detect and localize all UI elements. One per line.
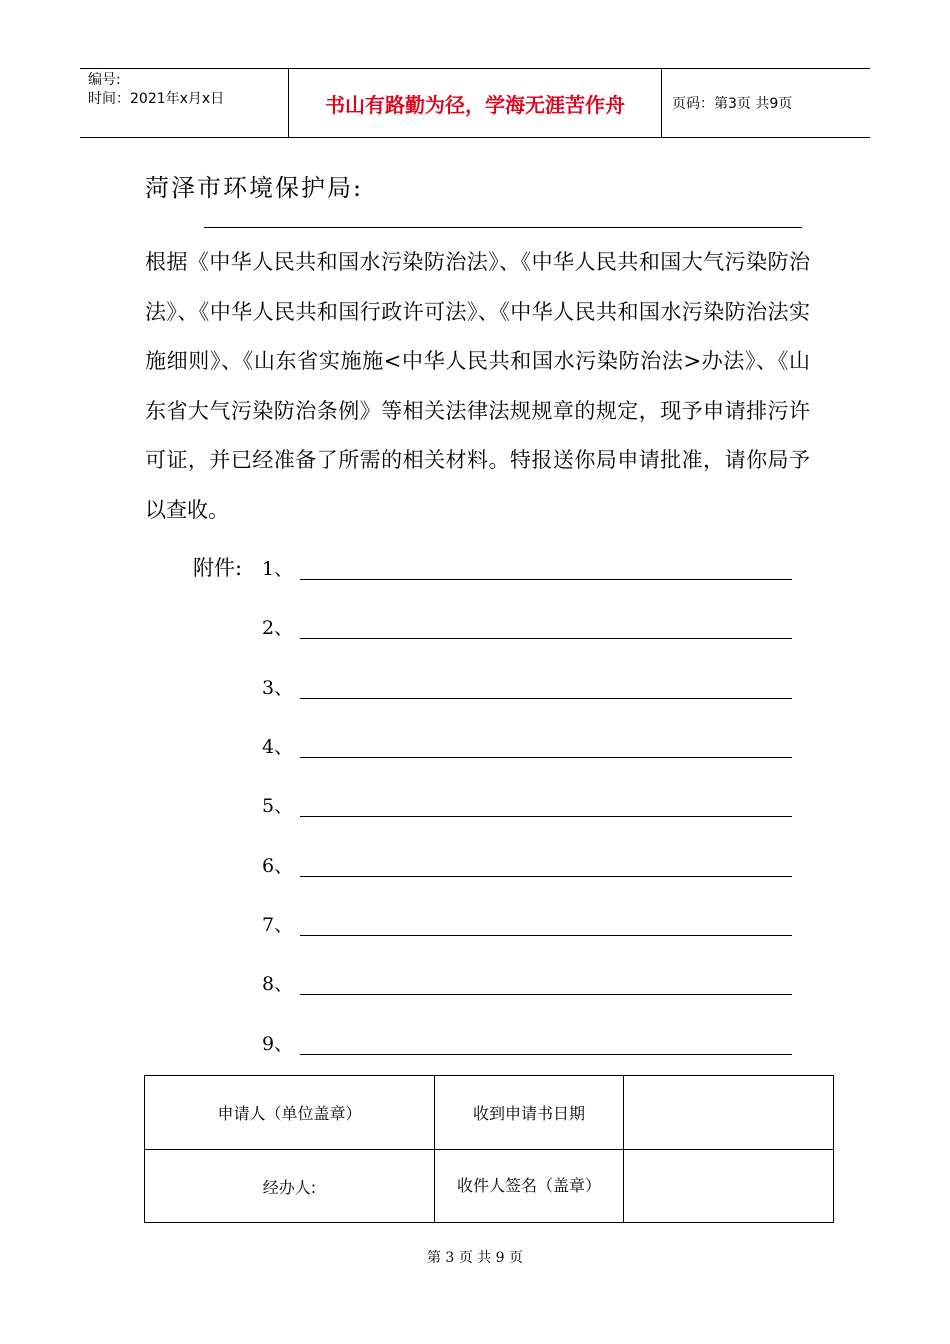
header-meta	[80, 69, 289, 137]
header-motto: 书山有路勤为径，学海无涯苦作舟	[289, 69, 662, 137]
attachment-number: 6、	[262, 855, 294, 877]
attachment-row	[262, 1025, 792, 1055]
attachment-blank[interactable]	[300, 561, 792, 580]
page-footer: 第 3 页 共 9 页	[426, 1250, 524, 1266]
attachment-blank[interactable]	[300, 917, 792, 936]
attachment-blank[interactable]	[300, 680, 792, 699]
attachment-blank[interactable]	[300, 798, 792, 817]
title-blank-line	[204, 227, 802, 228]
attachment-row	[262, 906, 792, 936]
attachment-number: 7、	[262, 914, 294, 936]
number-label: 编号:	[88, 72, 121, 88]
header-page-info: 页码：第3页 共9页	[672, 96, 793, 112]
attachment-number: 9、	[262, 1033, 294, 1055]
receiver-sign-value[interactable]	[624, 1150, 834, 1223]
page-header	[80, 68, 870, 138]
received-date-value[interactable]	[624, 1076, 834, 1150]
attachment-number: 4、	[262, 736, 294, 758]
receiver-sign-label: 收件人签名（盖章）	[435, 1150, 624, 1223]
attachment-row	[262, 609, 792, 639]
attachment-blank[interactable]	[300, 1036, 792, 1055]
attachment-number: 3、	[262, 677, 294, 699]
attachment-blank[interactable]	[300, 858, 792, 877]
attachment-row	[262, 550, 792, 580]
received-date-label: 收到申请书日期	[435, 1076, 624, 1150]
attachment-row	[262, 847, 792, 877]
handler-cell: 经办人:	[145, 1150, 435, 1223]
attachment-blank[interactable]	[300, 739, 792, 758]
attachment-row	[262, 669, 792, 699]
attachment-blank[interactable]	[300, 976, 792, 995]
attachment-number: 8、	[262, 973, 294, 995]
attachment-number: 5、	[262, 795, 294, 817]
time-label: 时间：2021年x月x日	[88, 91, 225, 107]
attachment-blank[interactable]	[300, 620, 792, 639]
attachment-number: 2、	[262, 617, 294, 639]
letter-body: 根据《中华人民共和国水污染防治法》、《中华人民共和国大气污染防治法》、《中华人民共和国行政许可法》、《中华人民共和国水污染防治法实施细则》、《山东省实施施<中华人民共和国水污染防治法>办法》、《山东省大气污染防治条例》等相关法律法规规章的规定，现予申请排污许可证，并已经准备了所需的相关材料。特报送你局申请批准，请你局予以查收。	[145, 250, 810, 522]
applicant-cell: 申请人（单位盖章）	[145, 1076, 435, 1150]
attachment-row	[262, 787, 792, 817]
attachment-row	[262, 965, 792, 995]
signature-table	[144, 1075, 834, 1223]
attachments-label: 附件:	[193, 556, 243, 580]
attachment-number: 1、	[262, 558, 294, 580]
addressee: 菏泽市环境保护局:	[145, 174, 364, 202]
attachment-row	[262, 728, 792, 758]
